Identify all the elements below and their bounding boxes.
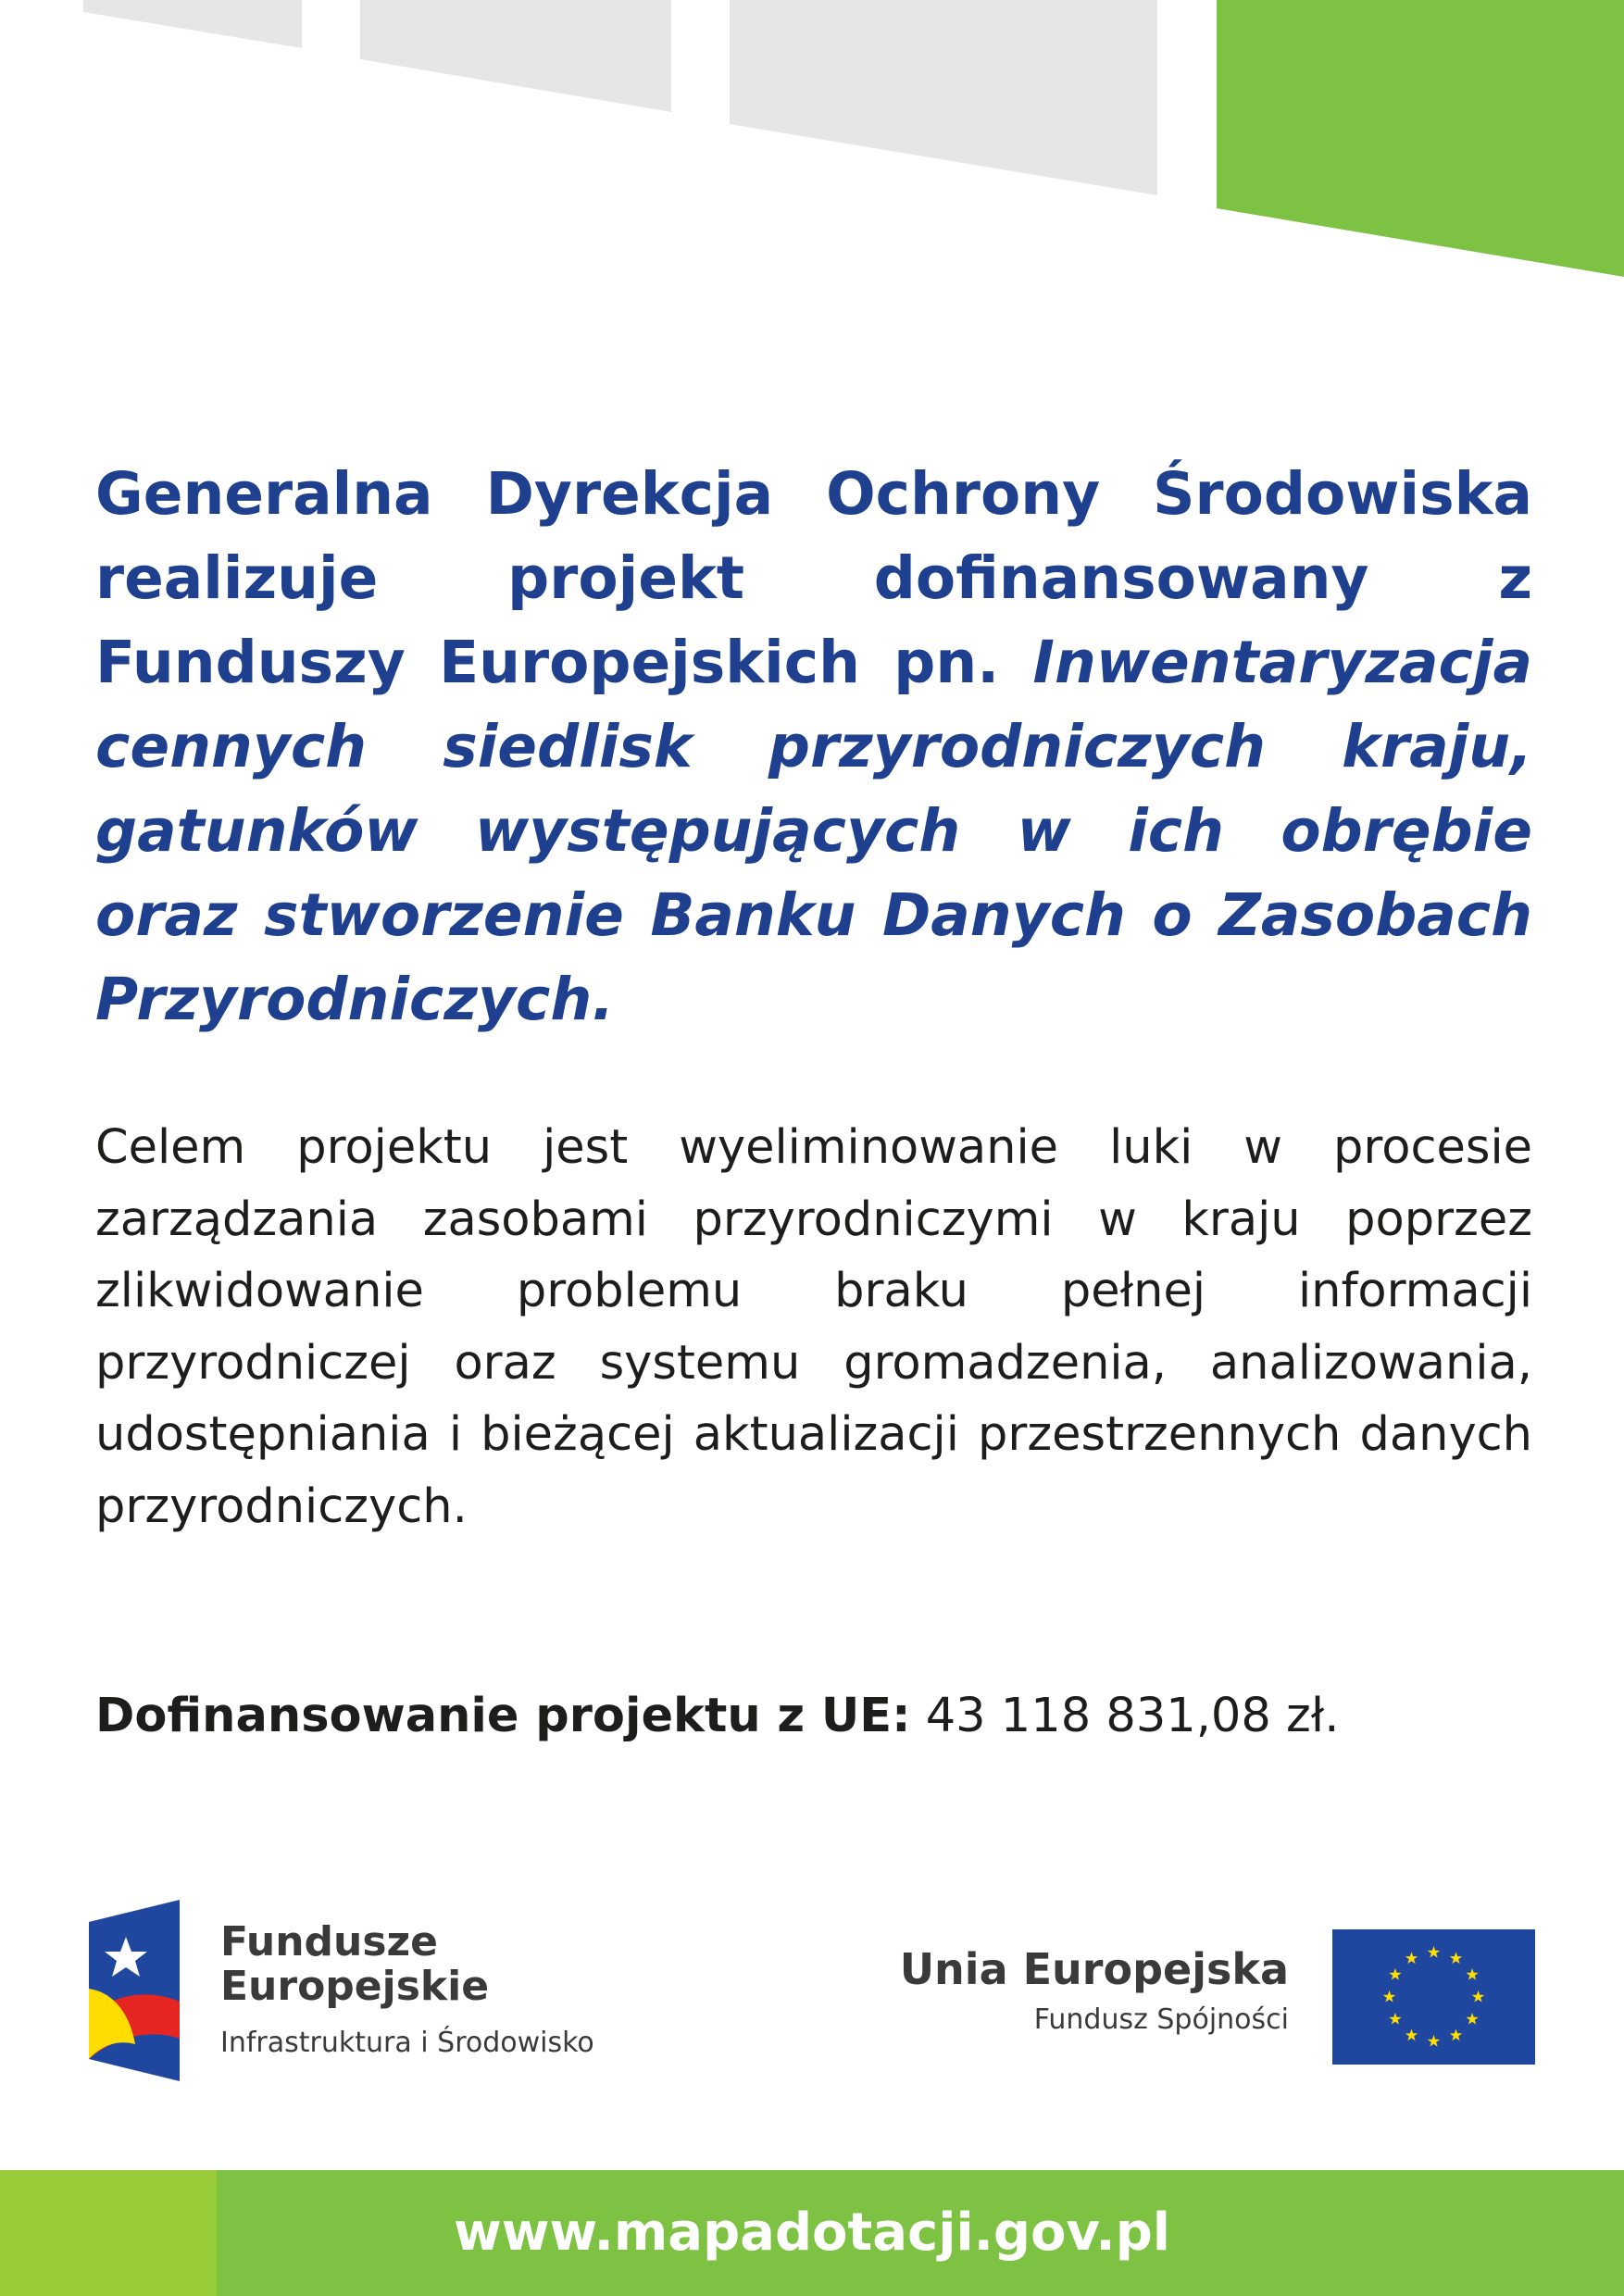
ue-title: Unia Europejska (899, 1944, 1289, 1994)
ue-subtitle: Fundusz Spójności (1033, 2003, 1289, 2036)
grey-band-3 (730, 0, 1157, 195)
project-title: Inwentaryzacja cennych siedlisk przyrodniczych kraju, gatunków występujących w ich obrębie oraz stworzenie Banku Danych o Zasobach Przyrodniczych. (95, 629, 1532, 1033)
grey-band-1 (83, 0, 302, 48)
funding-amount: 43 118 831,08 zł. (925, 1689, 1340, 1743)
fe-title-line1: Fundusze (220, 1918, 438, 1965)
unia-europejska-logo (899, 1928, 1537, 2066)
fe-star-mark-icon (89, 1900, 180, 2081)
project-description: Celem projektu jest wyeliminowanie luki w procesie zarządzania zasobami przyrodniczymi w kraju poprzez zlikwidowanie problemu braku pełnej informacji przyrodniczej oraz systemu gromadzenia, analizowania, udostępniania i bieżącej aktualizacji przestrzennych danych przyrodniczych. (95, 1120, 1532, 1534)
headline-lead: Generalna Dyrekcja Ochrony Środowiska realizuje projekt dofinansowany z Funduszy Europejskich pn. (95, 460, 1532, 696)
project-headline (95, 452, 1532, 1042)
green-band (1217, 0, 1624, 277)
fe-title (220, 1920, 489, 2009)
footer-url-link[interactable]: www.mapadotacji.gov.pl (454, 2202, 1170, 2263)
eu-flag-icon (1332, 1929, 1535, 2065)
fe-title-line2: Europejskie (220, 1963, 490, 2010)
fundusze-europejskie-logo (89, 1900, 644, 2085)
grey-band-2 (360, 0, 671, 112)
funding-line (95, 1680, 1532, 1752)
funding-label: Dofinansowanie projektu z UE: (95, 1689, 911, 1743)
top-decorative-banner (0, 0, 1624, 296)
footer-bar (0, 2170, 1624, 2296)
fe-subtitle: Infrastruktura i Środowisko (220, 2027, 594, 2059)
